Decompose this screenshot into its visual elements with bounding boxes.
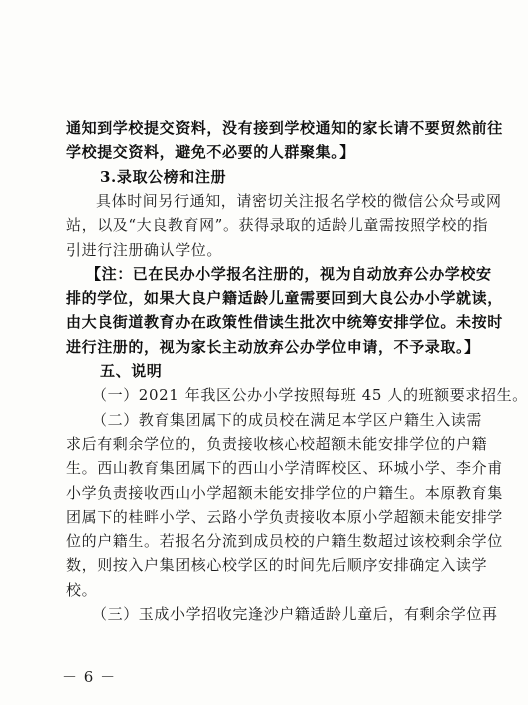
item-2-line-4: 小学负责接收西山小学超额未能安排学位的户籍生。本原教育集 [66,483,503,502]
body-line-2: 学校提交资料，避免不必要的人群聚集。】 [66,143,355,162]
body-line-4: 具体时间另行通知，请密切关注报名学校的微信公众号或网 [96,191,502,210]
item-2-line-6: 位的户籍生。若报名分流到成员校的户籍生数超过该校剩余学位 [66,532,503,551]
item-2-line-1: （二）教育集团属下的成员校在满足本学区户籍生入读需 [92,410,483,429]
body-line-6: 引进行注册确认学位。 [66,240,223,259]
section-heading-3: 3.录取公榜和注册 [100,167,227,186]
body-line-1: 通知到学校提交资料，没有接到学校通知的家长请不要贸然前往 [66,119,503,137]
note-line-4: 进行注册的，视为家长主动放弃公办学位申请，不予录取。】 [66,337,480,356]
item-2-line-5: 团属下的桂畔小学、云路小学负责接收本原小学超额未能安排学 [66,507,503,526]
item-1: （一）2021 年我区公办小学按照每班 45 人的班额要求招生。 [92,386,528,405]
item-2-line-7: 数，则按入户集团核心校学区的时间先后顺序安排确定入读学 [66,556,488,575]
body-line-5: 站，以及“大良教育网”。获得录取的适龄儿童需按照学校的指 [66,216,489,235]
note-line-3: 由大良街道教育办在政策性借读生批次中统筹安排学位。未按时 [66,313,503,332]
item-2-line-3: 生。西山教育集团属下的西山小学清晖校区、环城小学、李介甫 [66,459,503,478]
item-3-line-1: （三）玉成小学招收完逢沙户籍适龄儿童后，有剩余学位再 [92,605,498,623]
section-heading-5: 五、说明 [100,362,163,380]
item-2-line-8: 校。 [66,580,98,599]
note-line-2: 排的学位，如果大良户籍适龄儿童需要回到大良公办小学就读， [66,289,503,308]
page-number: － 6 － [62,668,117,686]
item-2-line-2: 求后有剩余学位的，负责接收核心校超额未能安排学位的户籍 [66,434,488,453]
note-line-1: 【注：已在民办小学报名注册的，视为自动放弃公办学校安 [86,264,492,283]
